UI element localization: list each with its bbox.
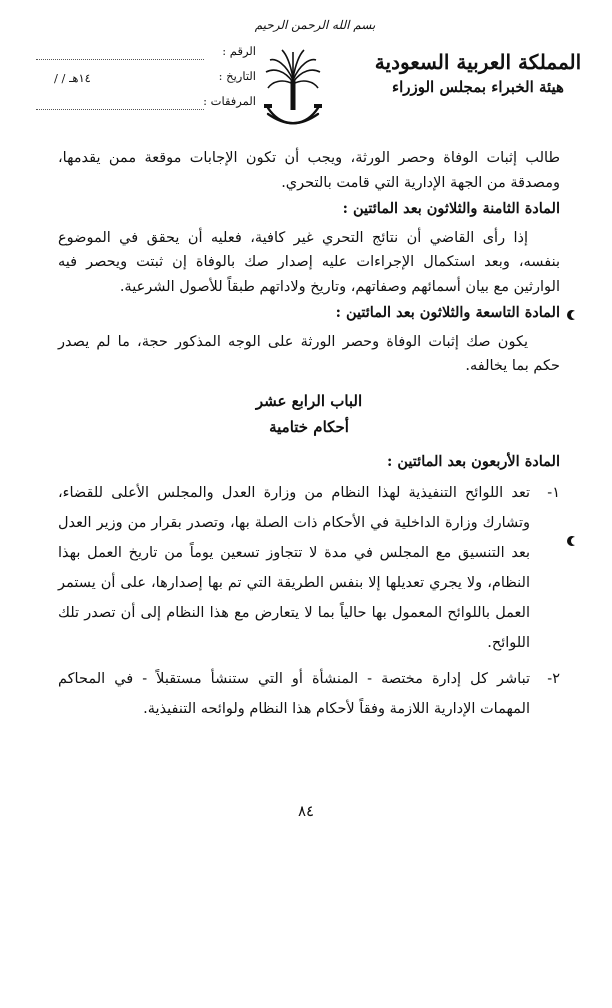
- attachments-label: المرفقات :: [203, 94, 256, 108]
- list-item-text: تباشر كل إدارة مختصة - المنشأة أو التي ستنشأ مستقبلاً - في المحاكم المهمات الإدارية اللازمة وفقاً لأحكام هذا النظام ولوائحه التنفيذية.: [58, 671, 530, 717]
- chapter-title: الباب الرابع عشر: [255, 391, 363, 410]
- list-item-number: ٢-: [547, 671, 560, 687]
- reference-block: [36, 44, 256, 119]
- article-238-heading: المادة الثامنة والثلاثون بعد المائتين :: [342, 200, 560, 217]
- list-item: [58, 664, 560, 724]
- organization-block: [368, 50, 588, 96]
- basmala: بسم الله الرحمن الرحيم: [254, 18, 376, 32]
- organization-name: هيئة الخبراء بمجلس الوزراء: [392, 78, 564, 96]
- list-item-number: ١-: [547, 485, 560, 501]
- attachments-row: [36, 94, 256, 119]
- date-label: التاريخ :: [218, 69, 256, 83]
- attachments-line: [36, 109, 204, 110]
- paragraph-continuation: طالب إثبات الوفاة وحصر الورثة، ويجب أن تكون الإجابات موقعة ممن يقدمها، ومصدقة من الجهة الإدارية التي قامت بالتحري.: [58, 150, 560, 191]
- article-239-text: يكون صك إثبات الوفاة وحصر الورثة على الوجه المذكور حجة، ما لم يصدر حكم بما يخالفه.: [58, 333, 560, 374]
- margin-crescent-icon: [564, 534, 578, 548]
- organization-country: المملكة العربية السعودية: [374, 50, 582, 74]
- date-value: / / ١٤هـ: [54, 71, 91, 85]
- article-239-heading: المادة التاسعة والثلاثون بعد المائتين :: [335, 304, 560, 321]
- article-238-text: إذا رأى القاضي أن نتائج التحري غير كافية، فعليه أن يحقق في الموضوع بنفسه، وبعد استكمال الإجراءات عليه إصدار صك بالوفاة إن ثبتت ويحصر فيه الوارثين مع بيان أسمائهم وصفاتهم، وتاريخ ولاداتهم طبقاً للأصول الشرعية.: [58, 229, 560, 295]
- chapter-subtitle: أحكام ختامية: [269, 418, 349, 436]
- palm-swords-emblem-icon: [262, 46, 324, 132]
- reference-row: [36, 44, 256, 69]
- article-240-heading: المادة الأربعون بعد المائتين :: [386, 452, 560, 470]
- reference-line: [36, 59, 204, 60]
- reference-label: الرقم :: [222, 44, 256, 58]
- date-row: [36, 69, 256, 94]
- document-body: [58, 146, 560, 724]
- list-item: [58, 478, 560, 658]
- page-number: ٨٤: [297, 802, 315, 820]
- margin-crescent-icon: [564, 308, 578, 322]
- list-item-text: تعد اللوائح التنفيذية لهذا النظام من وزارة العدل والمجلس الأعلى للقضاء، وتشارك وزارة الداخلية في الأحكام ذات الصلة بها، وتصدر بقرار من وزير العدل بعد التنسيق مع المجلس في مدة لا تتجاوز تسعين يوماً من تاريخ العمل بهذا النظام، ولا يجري تعديلها إلا بنفس الطريقة التي تم بها إصدارها، على أن يستمر العمل باللوائح المعمول بها حالياً بما لا يتعارض مع هذا النظام إلى أن تصدر تلك اللوائح.: [58, 485, 530, 651]
